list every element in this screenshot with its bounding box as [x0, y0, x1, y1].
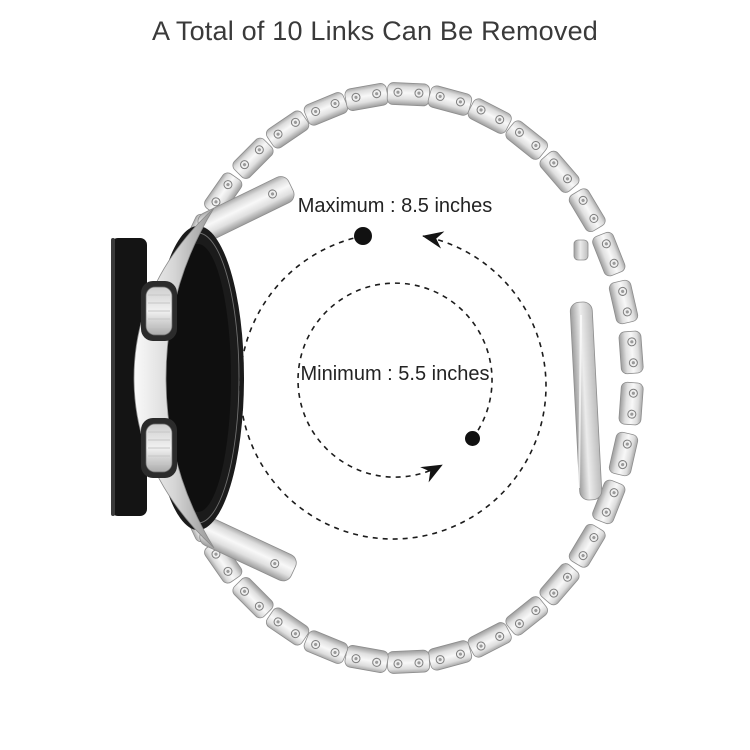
band-link	[537, 149, 581, 195]
band-link	[344, 644, 389, 673]
band-link	[567, 187, 607, 234]
band-link	[537, 561, 581, 607]
band-link	[387, 650, 430, 674]
band-link	[503, 594, 550, 637]
band-link	[387, 82, 430, 106]
band-link	[264, 109, 311, 151]
band-link	[264, 606, 311, 648]
band-link	[466, 621, 513, 660]
band-link	[567, 522, 607, 569]
maximum-measurement-label: Maximum : 8.5 inches	[297, 195, 493, 217]
band-link	[503, 118, 550, 161]
minimum-measurement-label: Minimum : 5.5 inches	[300, 363, 490, 385]
screen-edge-highlight	[111, 238, 115, 516]
outer-measure-circle	[240, 236, 546, 539]
watch-button-upper	[141, 281, 177, 341]
band-link	[608, 279, 639, 325]
band-link	[591, 231, 627, 278]
band-link	[344, 82, 389, 111]
band-link	[427, 639, 473, 671]
smartwatch-side-view	[111, 173, 299, 583]
band-link	[302, 629, 349, 665]
clasp-plate	[570, 240, 602, 500]
band-link	[466, 97, 513, 136]
band-link	[302, 91, 349, 127]
page-title: A Total of 10 Links Can Be Removed	[151, 16, 599, 46]
outer-measure-dot	[354, 227, 372, 245]
band-link	[230, 136, 275, 181]
band-link	[427, 85, 473, 117]
band-link	[619, 331, 644, 374]
band-link	[230, 575, 275, 620]
band-link	[608, 431, 639, 477]
inner-measure-dot	[465, 431, 480, 446]
band-link	[619, 382, 644, 425]
watch-button-lower	[141, 418, 177, 478]
